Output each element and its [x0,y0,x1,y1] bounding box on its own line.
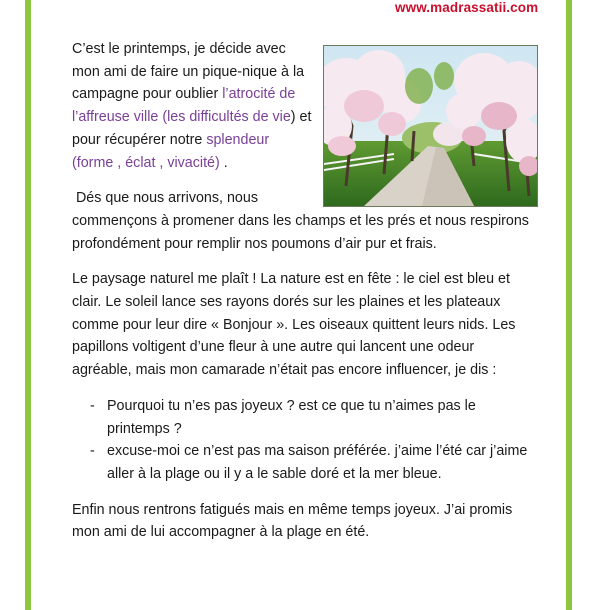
arrival-rest: commençons à promener dans les champs et les prés et nous respirons profondément pour remplir nos poumons d’air pur et frais. [72,212,529,252]
dialogue-line: - excuse-moi ce n’est pas ma saison préférée. j’aime l’été car j’aime aller à la plage ou il y a le sable doré et la mer bleue. [90,440,532,485]
intro-text-b: ) et pour récupérer notre [72,109,312,148]
highlight-splendeur: splendeur (forme , éclat , vivacité) [72,131,270,171]
highlight-atrocity: l’atrocité de l’affreuse ville (les difficultés de vie [72,86,296,126]
page-frame-left [25,0,31,610]
arrival-line-1: Dés que nous arrivons, nous [72,190,258,207]
site-watermark: www.madrassatii.com [395,0,539,15]
story-text [72,38,532,557]
dialogue-line: - Pourquoi tu n’es pas joyeux ? est ce que tu n’aimes pas le printemps ? [90,395,532,440]
paragraph-arrival [72,187,532,255]
page-frame-right [566,0,572,610]
dialogue-list [72,395,532,486]
intro-text-a: C’est le printemps, je décide avec mon ami de faire un pique-nique à la campagne pour oublier [72,41,305,103]
paragraph-ending: Enfin nous rentrons fatigués mais en même temps joyeux. J’ai promis mon ami de lui accompagner à la plage en été. [72,501,513,541]
paragraph-intro [72,38,314,174]
intro-text-c: . [219,154,228,171]
paragraph-landscape: Le paysage naturel me plaît ! La nature est en fête : le ciel est bleu et clair. Le soleil lance ses rayons dorés sur les plaines et les plateaux comme pour leur dire « Bonjour ». Les oiseaux quittent leurs nids. Les papillons voltigent d’une fleur à une autre qui lancent une odeur agréable, mais mon camarade n’était pas encore influencer, je dis : [72,271,516,379]
